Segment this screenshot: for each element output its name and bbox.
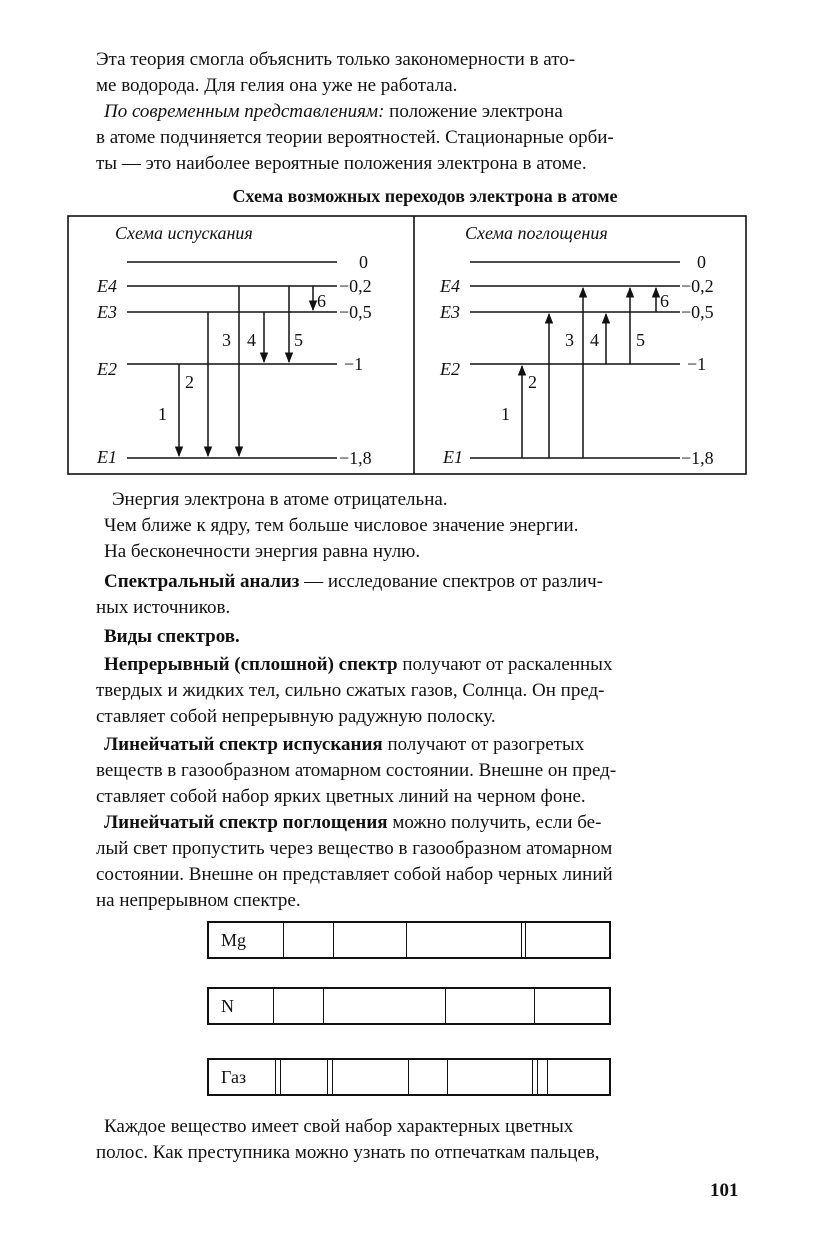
spectrum-label: N bbox=[221, 996, 234, 1016]
transition-diagram bbox=[67, 215, 747, 475]
text-line: ставляет собой непрерывную радужную полоску. bbox=[96, 706, 496, 727]
text-line: твердых и жидких тел, сильно сжатых газов, Солнца. Он пред- bbox=[96, 680, 605, 701]
spectrum-line bbox=[406, 923, 407, 957]
paragraph-emission-spectrum bbox=[96, 732, 754, 810]
spectrum-label: Mg bbox=[221, 930, 247, 950]
text-line: получают от раскаленных bbox=[397, 654, 613, 675]
paragraph-absorption-spectrum bbox=[96, 810, 754, 914]
spectrum-line bbox=[525, 923, 526, 957]
spectrum-line bbox=[273, 989, 274, 1023]
level-value: 0 bbox=[359, 252, 368, 272]
text-line: ных источников. bbox=[96, 597, 231, 618]
text-line: На бесконечности энергия равна нулю. bbox=[104, 541, 421, 562]
text-line: в атоме подчиняется теории вероятностей. Стационарные орби- bbox=[96, 127, 614, 148]
level-value: −1 bbox=[344, 354, 364, 374]
level-value: −0,5 bbox=[339, 302, 372, 322]
transition-label: 5 bbox=[636, 330, 645, 350]
transition-label: 4 bbox=[247, 330, 256, 350]
paragraph-characteristic-bands bbox=[96, 1114, 754, 1166]
spectrum-line bbox=[534, 989, 535, 1023]
text-line: полос. Как преступника можно узнать по отпечаткам пальцев, bbox=[96, 1142, 600, 1163]
transition-label: 6 bbox=[660, 291, 669, 311]
page-number: 101 bbox=[710, 1180, 739, 1201]
level-name: E4 bbox=[97, 276, 117, 296]
level-name: E3 bbox=[440, 302, 460, 322]
text-line: ме водорода. Для гелия она уже не работала. bbox=[96, 75, 458, 96]
level-value: −0,5 bbox=[681, 302, 714, 322]
text-line: ты — это наиболее вероятные положения электрона в атоме. bbox=[96, 153, 587, 174]
spectrum-line bbox=[327, 1060, 328, 1094]
transition-label: 1 bbox=[501, 404, 510, 424]
transition-label: 3 bbox=[222, 330, 231, 350]
absorption-title: Схема поглощения bbox=[465, 223, 608, 243]
spectrum-line bbox=[333, 923, 334, 957]
text-line: — исследование спектров от различ- bbox=[299, 571, 603, 592]
level-name: E2 bbox=[440, 359, 460, 379]
spectrum-band-mg bbox=[207, 921, 611, 959]
level-name: E1 bbox=[443, 447, 463, 467]
spectrum-line bbox=[445, 989, 446, 1023]
transition-label: 6 bbox=[317, 291, 326, 311]
transition-label: 2 bbox=[528, 372, 537, 392]
spectrum-line bbox=[521, 923, 522, 957]
transition-label: 1 bbox=[158, 404, 167, 424]
emission-scheme bbox=[96, 223, 372, 468]
text-line: Чем ближе к ядру, тем больше числовое значение энергии. bbox=[104, 515, 579, 536]
transition-label: 2 bbox=[185, 372, 194, 392]
diagram-title: Схема возможных переходов электрона в атоме bbox=[232, 186, 618, 206]
text-line: Энергия электрона в атоме отрицательна. bbox=[112, 489, 448, 510]
text-line: можно получить, если бе- bbox=[387, 812, 602, 833]
paragraph-spectral-analysis bbox=[96, 569, 754, 621]
text-line: на непрерывном спектре. bbox=[96, 890, 301, 911]
level-value: −1,8 bbox=[681, 448, 714, 468]
level-value: −1 bbox=[687, 354, 707, 374]
level-value: −1,8 bbox=[339, 448, 372, 468]
text-line: Эта теория смогла объяснить только закономерности в ато- bbox=[96, 49, 576, 70]
text-line: Каждое вещество имеет свой набор характерных цветных bbox=[104, 1116, 574, 1137]
level-name: E3 bbox=[97, 302, 117, 322]
text-line: веществ в газообразном атомарном состоянии. Внешне он пред- bbox=[96, 760, 617, 781]
transition-label: 3 bbox=[565, 330, 574, 350]
transition-label: 5 bbox=[294, 330, 303, 350]
emission-title: Схема испускания bbox=[115, 223, 253, 243]
level-name: E4 bbox=[440, 276, 460, 296]
term-text: Линейчатый спектр поглощения bbox=[104, 812, 388, 833]
spectrum-line bbox=[283, 923, 284, 957]
spectrum-line bbox=[332, 1060, 333, 1094]
spectrum-line bbox=[275, 1060, 276, 1094]
emphasis-text: По современным представлениям: bbox=[104, 101, 385, 122]
spectrum-line bbox=[323, 989, 324, 1023]
energy-facts bbox=[96, 487, 754, 565]
text-line: положение электрона bbox=[384, 101, 563, 122]
transition-label: 4 bbox=[590, 330, 599, 350]
spectrum-band-gas bbox=[207, 1058, 611, 1096]
heading-text: Виды спектров. bbox=[104, 626, 240, 647]
level-value: 0 bbox=[697, 252, 706, 272]
term-text: Линейчатый спектр испускания bbox=[104, 734, 383, 755]
spectrum-label: Газ bbox=[221, 1067, 247, 1087]
paragraph-theory-limits bbox=[96, 47, 754, 99]
level-value: −0,2 bbox=[681, 276, 714, 296]
section-heading bbox=[96, 624, 754, 650]
spectrum-line bbox=[537, 1060, 538, 1094]
level-value: −0,2 bbox=[339, 276, 372, 296]
spectrum-line bbox=[532, 1060, 533, 1094]
level-name: E2 bbox=[97, 359, 117, 379]
term-text: Спектральный анализ bbox=[104, 571, 300, 592]
paragraph-modern-view bbox=[96, 99, 754, 177]
text-line: ставляет собой набор ярких цветных линий на черном фоне. bbox=[96, 786, 586, 807]
paragraph-continuous-spectrum bbox=[96, 652, 754, 730]
term-text: Непрерывный (сплошной) спектр bbox=[104, 654, 398, 675]
spectrum-line bbox=[447, 1060, 448, 1094]
text-line: лый свет пропустить через вещество в газообразном атомарном bbox=[96, 838, 613, 859]
spectrum-band-n bbox=[207, 987, 611, 1025]
text-line: получают от разогретых bbox=[382, 734, 585, 755]
spectrum-line bbox=[547, 1060, 548, 1094]
spectrum-line bbox=[408, 1060, 409, 1094]
level-name: E1 bbox=[97, 447, 117, 467]
text-line: состоянии. Внешне он представляет собой набор черных линий bbox=[96, 864, 613, 885]
spectrum-line bbox=[280, 1060, 281, 1094]
absorption-scheme bbox=[439, 223, 714, 468]
